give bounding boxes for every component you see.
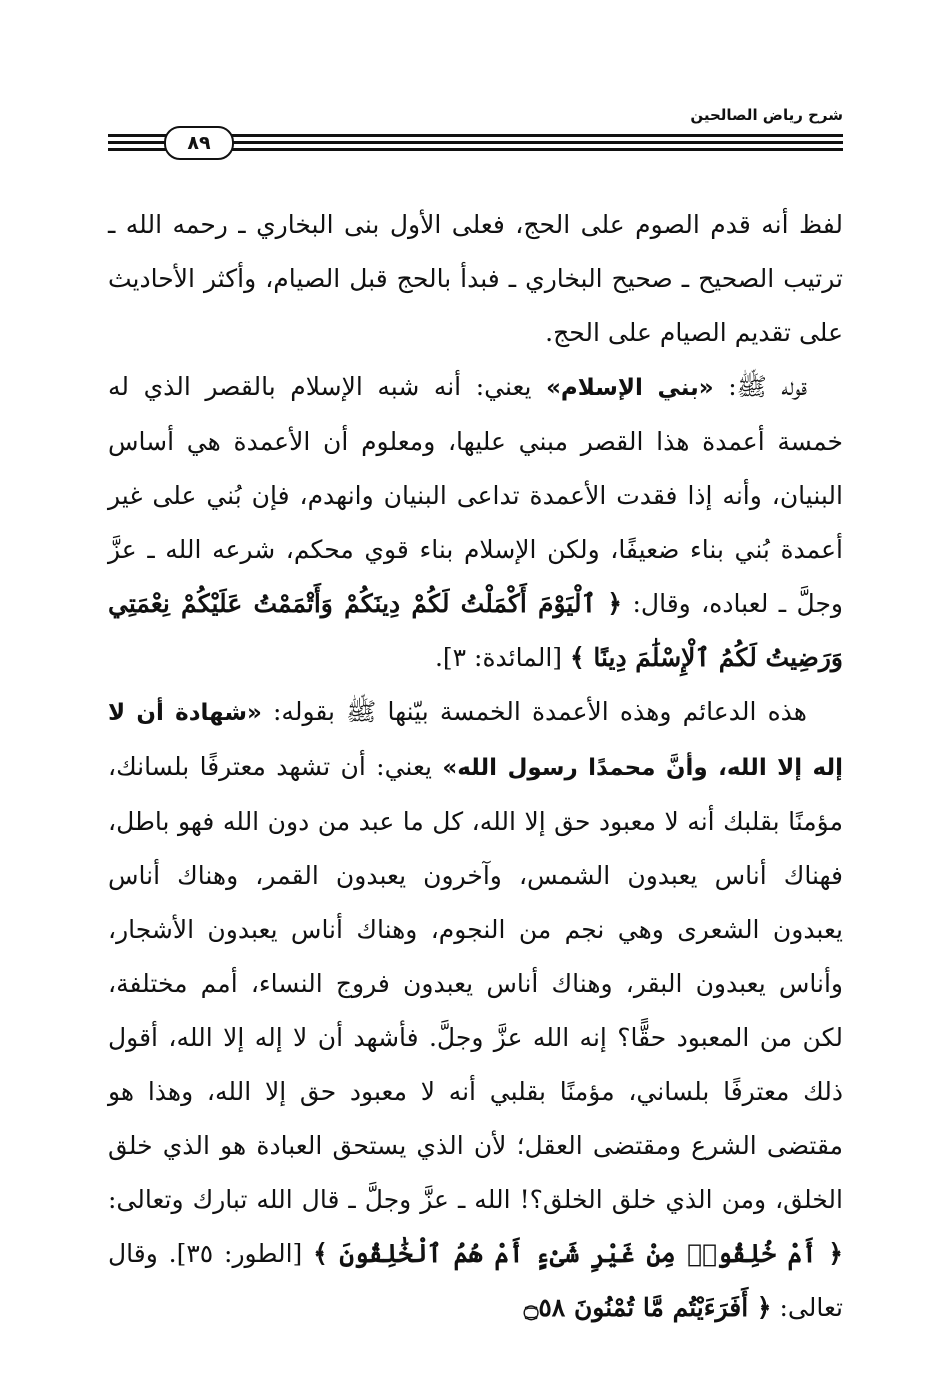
header-rule [108,141,168,144]
body-text: [الطور: ٣٥]. وقال تعالى: [108,1239,843,1322]
body-text: يعني: أن تشهد معترفًا بلسانك، مؤمنًا بقلبك أنه لا معبود حق إلا الله، كل ما عبد من دون الله فهو باطل، فهناك أناس يعبدون الشمس، وآخرون يعبدون القمر، وهناك أناس يعبدون الشعرى وهي نجم من النجوم، وهناك أناس يعبدون الأشجار، وأناس يعبدون البقر، وهناك أناس يعبدون فروج النساء، أمم مختلفة، لكن من المعبود حقًّا؟ إنه الله عزَّ وجلَّ. فأشهد أن لا إله إلا الله، أقول ذلك معترفًا بلساني، مؤمنًا بقلبي أنه لا معبود حق إلا الله، وهذا هو مقتضى الشرع ومقتضى العقل؛ لأن الذي يستحق العبادة هو الذي خلق الخلق، ومن الذي خلق الخلق؟! الله ـ عزَّ وجلَّ ـ قال الله تبارك وتعالى: [108,752,843,1214]
page-header [108,106,843,156]
header-rule [108,134,168,137]
header-rule [228,141,843,144]
running-title: شرح رياض الصالحين [682,106,843,124]
paragraph [108,198,843,360]
paragraph [108,685,843,1335]
paragraph [108,360,843,685]
header-rule [108,148,168,151]
body-text: هذه الدعائم وهذه الأعمدة الخمسة بيّنها ﷺ بقوله: [261,697,807,726]
quran-verse: ﴿ ٱلْيَوْمَ أَكْمَلْتُ لَكُمْ دِينَكُمْ وَأَتْمَمْتُ عَلَيْكُمْ نِعْمَتِي وَرَضِيتُ لَكُمُ ٱلْإِسْلَٰمَ دِينًا ﴾ [108,589,843,672]
quran-verse: ﴿ أَفَرَءَيْتُم مَّا تُمْنُونَ ۝٥٨ [523,1293,772,1322]
hadith-quote: «شهادة أن لا إله إلا الله، وأنَّ محمدًا رسول الله» [108,700,843,781]
body-text: يعني: أنه شبه الإسلام بالقصر الذي له خمسة أعمدة هذا القصر مبني عليها، ومعلوم أن الأعمدة هي أساس البنيان، وأنه إذا فقدت الأعمدة تداعى البنيان وانهدم، فإن بُني على غير أعمدة بُني بناء ضعيفًا، ولكن الإسلام بناء قوي محكم، شرعه الله ـ عزَّ وجلَّ ـ لعباده، وقال: [108,372,844,618]
body-text: [المائدة: ٣]. [434,643,570,672]
quran-verse: ﴿ أَمْ خُلِقُوا۟ مِنْ غَيْرِ شَىْءٍ أَمْ هُمُ ٱلْخَٰلِقُونَ ﴾ [313,1239,843,1268]
header-rule [228,134,843,137]
body-text: قوله ﷺ: [713,372,807,401]
hadith-quote: «بني الإسلام» [546,375,714,401]
page-body [108,198,843,1335]
page-number: ٨٩ [164,126,234,160]
header-rule [228,148,843,151]
body-text: لفظ أنه قدم الصوم على الحج، فعلى الأول بنى البخاري ـ رحمه الله ـ ترتيب الصحيح ـ صحيح البخاري ـ فبدأ بالحج قبل الصيام، وأكثر الأحاديث على تقديم الصيام على الحج. [108,210,843,347]
